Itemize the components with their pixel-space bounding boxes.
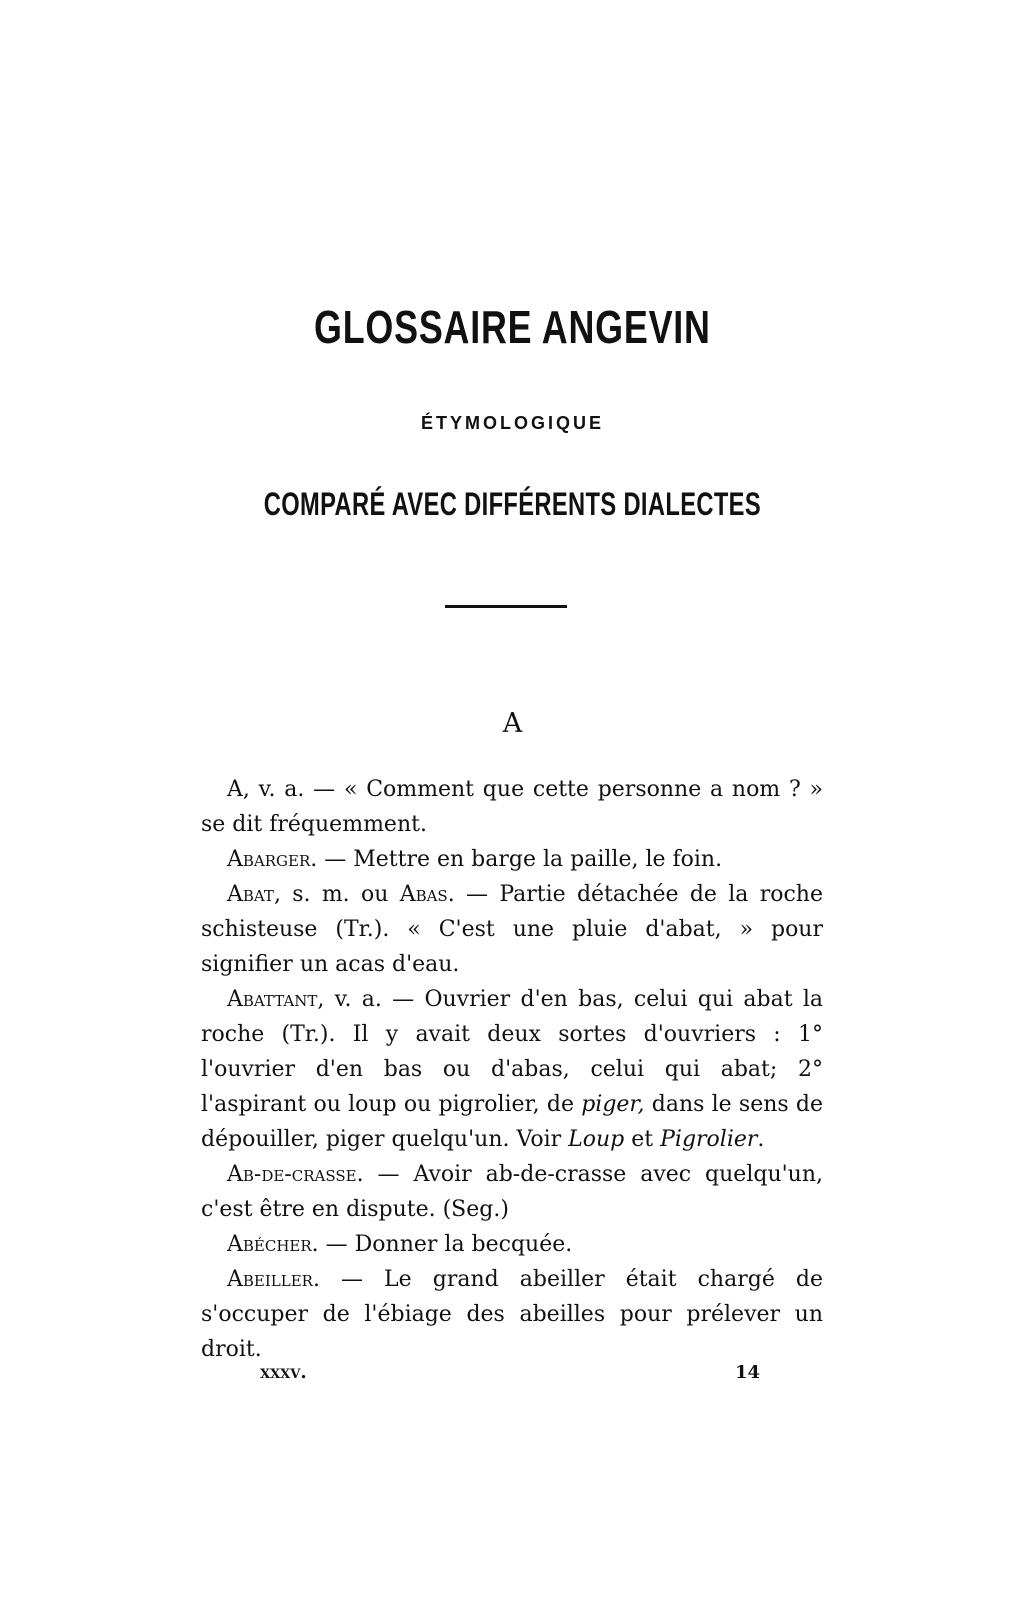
entry-headword: Ab-de-crasse xyxy=(227,1162,357,1187)
sheet-number: 14 xyxy=(735,1362,761,1383)
entry-definition-text: . — Donner la becquée. xyxy=(311,1232,573,1257)
glossary-entry xyxy=(201,877,823,982)
entry-definition-text: dans le sens de dépouiller, piger quelqu'un. Voir xyxy=(201,1092,824,1152)
glossary-entry xyxy=(201,1262,823,1367)
entry-definition-text: , s. m. ou xyxy=(273,882,400,907)
entry-definition-text: , v. a. — Ouvrier d'en bas, celui qui abat la roche (Tr.). Il y avait deux sortes d'ouvriers : 1° l'ouvrier d'en bas ou d'abas, celui qui abat; 2° l'aspirant ou loup ou pigrolier, de xyxy=(201,987,823,1117)
entry-headword: Abattant xyxy=(227,987,318,1012)
section-letter-heading: A xyxy=(502,708,523,739)
entry-headword: Abeiller xyxy=(227,1267,313,1292)
page-subtitle: ÉTYMOLOGIQUE xyxy=(420,413,604,433)
entry-definition-text: et xyxy=(624,1127,661,1152)
glossary-entry xyxy=(201,982,823,1157)
entry-definition-text: , v. a. — « Comment que cette personne a nom ? » se dit fréquemment. xyxy=(201,777,823,837)
section-divider-rule xyxy=(445,605,567,608)
entry-definition-text: . — Partie détachée de la roche schisteuse (Tr.). « C'est une pluie d'abat, » pour signifier un acas d'eau. xyxy=(201,882,823,977)
entry-italic-text: Pigrolier xyxy=(660,1127,758,1152)
entry-definition-text: . — Avoir ab-de-crasse avec quelqu'un, c'est être en dispute. (Seg.) xyxy=(201,1162,823,1222)
entry-headword: Abécher xyxy=(227,1232,312,1257)
signature-mark: xxxv. xyxy=(260,1362,307,1383)
entry-italic-text: Loup xyxy=(568,1127,625,1152)
entry-headword: A xyxy=(227,777,243,802)
glossary-entry xyxy=(201,842,823,877)
entry-italic-text: piger, xyxy=(581,1092,645,1117)
glossary-entry xyxy=(201,1157,823,1227)
entry-definition-text: . — Le grand abeiller était chargé de s'occuper de l'ébiage des abeilles pour prélever un droit. xyxy=(201,1267,823,1362)
entry-headword: Abat xyxy=(227,882,274,907)
entry-headword: Abarger xyxy=(227,847,311,872)
entry-variant-headword: Abas xyxy=(399,882,448,907)
entry-definition-text: . xyxy=(757,1127,765,1152)
glossary-entries xyxy=(201,772,823,1367)
page-title: GLOSSAIRE ANGEVIN xyxy=(314,301,711,353)
glossary-entry xyxy=(201,772,823,842)
page-subtitle-secondary: COMPARÉ AVEC DIFFÉRENTS DIALECTES xyxy=(263,486,761,522)
glossary-entry xyxy=(201,1227,823,1262)
entry-definition-text: . — Mettre en barge la paille, le foin. xyxy=(310,847,723,872)
